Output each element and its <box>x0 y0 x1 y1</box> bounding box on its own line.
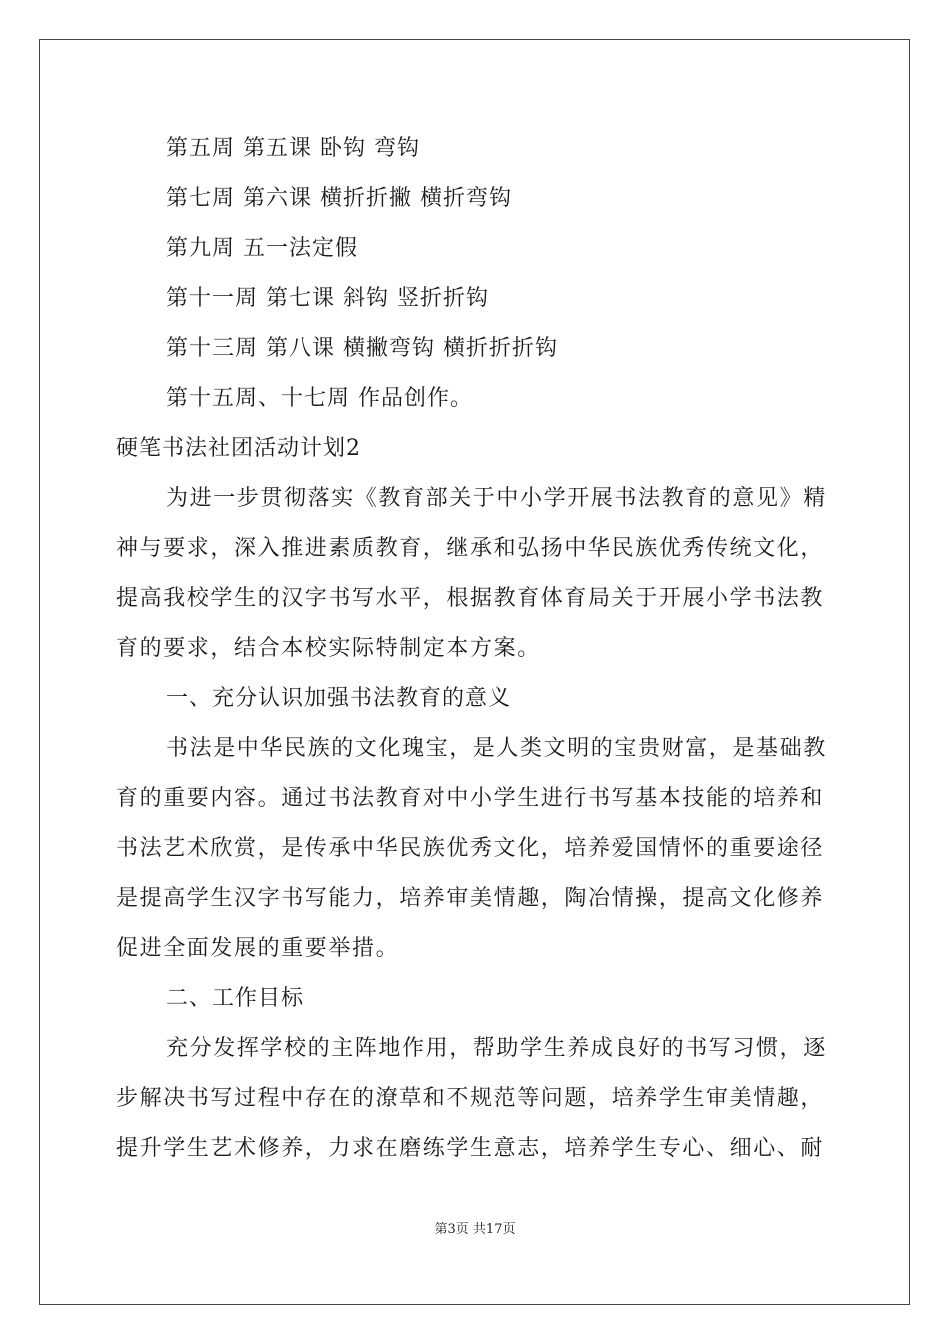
schedule-item: 第十三周 第八课 横撇弯钩 横折折折钩 <box>166 336 558 361</box>
document-body <box>116 124 836 1174</box>
schedule-item: 第七周 第六课 横折折撇 横折弯钩 <box>166 186 512 211</box>
schedule-item: 第五周 第五课 卧钩 弯钩 <box>166 136 420 161</box>
heading-goals: 二、工作目标 <box>166 986 305 1011</box>
schedule-item: 第十一周 第七课 斜钩 竖折折钩 <box>166 286 489 311</box>
significance-line: 育的重要内容。通过书法教育对中小学生进行书写基本技能的培养和 <box>116 786 825 811</box>
significance-line: 书法艺术欣赏，是传承中华民族优秀文化，培养爱国情怀的重要途径 <box>116 836 825 861</box>
schedule-item: 第九周 五一法定假 <box>166 236 358 261</box>
significance-line: 书法是中华民族的文化瑰宝，是人类文明的宝贵财富，是基础教 <box>166 736 827 761</box>
significance-line: 促进全面发展的重要举措。 <box>116 936 400 961</box>
schedule-item: 第十五周、十七周 作品创作。 <box>166 386 473 411</box>
intro-line: 育的要求，结合本校实际特制定本方案。 <box>116 636 541 661</box>
intro-line: 为进一步贯彻落实《教育部关于中小学开展书法教育的意见》精 <box>166 486 827 511</box>
goal-line: 步解决书写过程中存在的潦草和不规范等问题，培养学生审美情趣， <box>116 1086 825 1111</box>
intro-line: 提高我校学生的汉字书写水平，根据教育体育局关于开展小学书法教 <box>116 586 825 611</box>
significance-line: 是提高学生汉字书写能力，培养审美情趣，陶冶情操，提高文化修养 <box>116 886 825 911</box>
section-title: 硬笔书法社团活动计划2 <box>116 436 361 461</box>
goal-line: 提升学生艺术修养，力求在磨练学生意志，培养学生专心、细心、耐 <box>116 1136 825 1161</box>
intro-line: 神与要求，深入推进素质教育，继承和弘扬中华民族优秀传统文化， <box>116 536 825 561</box>
goal-line: 充分发挥学校的主阵地作用，帮助学生养成良好的书写习惯，逐 <box>166 1036 827 1061</box>
heading-significance: 一、充分认识加强书法教育的意义 <box>166 686 512 711</box>
page-footer: 第3页 共17页 <box>434 1222 516 1237</box>
